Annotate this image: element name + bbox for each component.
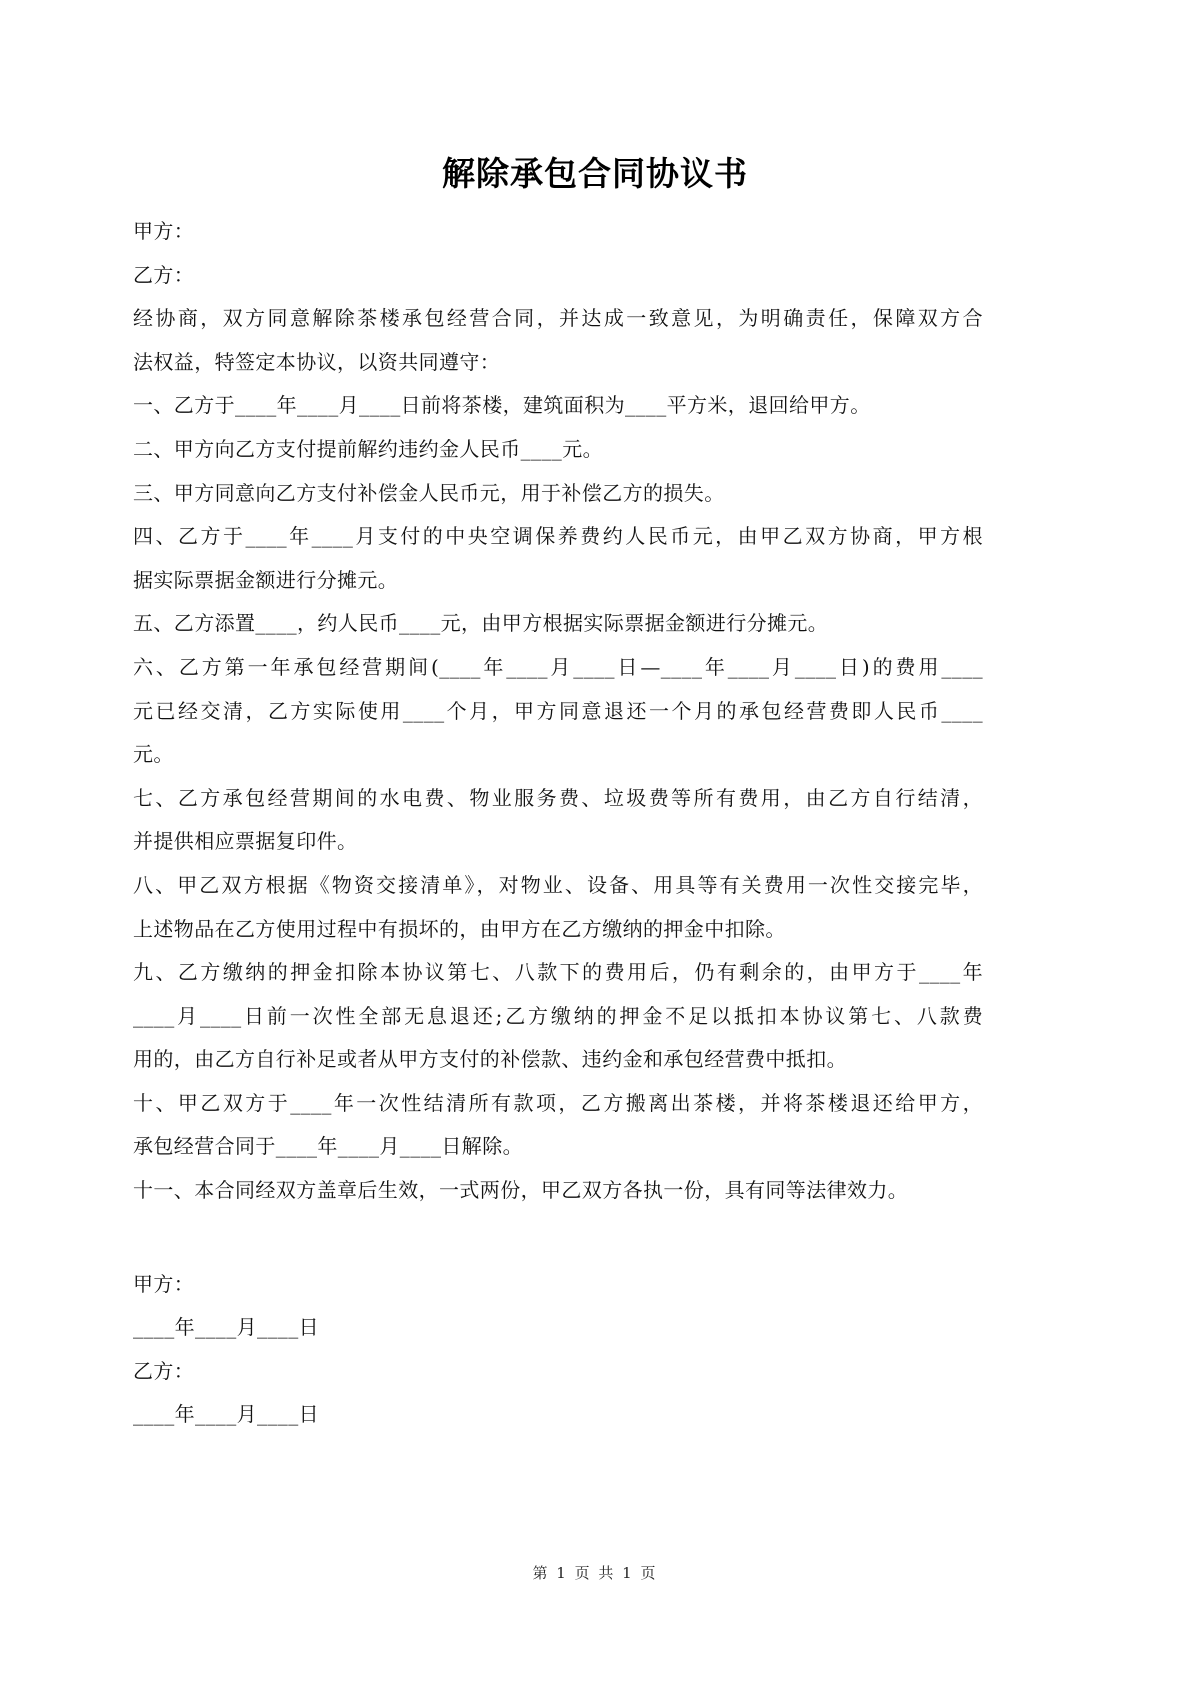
clause-3: 三、甲方同意向乙方支付补偿金人民币元，用于补偿乙方的损失。 <box>133 480 725 505</box>
clause-9-line-2: ____月____日前一次性全部无息退还;乙方缴纳的押金不足以抵扣本协议第七、八款费 <box>133 1003 983 1028</box>
party-b-label: 乙方： <box>133 262 195 287</box>
clause-7-line-2: 并提供相应票据复印件。 <box>133 829 358 854</box>
signature-party-a-date: ____年____月____日 <box>133 1315 319 1340</box>
clause-11: 十一、本合同经双方盖章后生效，一式两份，甲乙双方各执一份，具有同等法律效力。 <box>133 1178 909 1203</box>
clause-6-line-2: 元已经交清，乙方实际使用____个月，甲方同意退还一个月的承包经营费即人民币____ <box>133 698 983 723</box>
document-title: 解除承包合同协议书 <box>442 154 748 193</box>
clause-2: 二、甲方向乙方支付提前解约违约金人民币____元。 <box>133 436 603 461</box>
preamble-line-1: 经协商，双方同意解除茶楼承包经营合同，并达成一致意见，为明确责任，保障双方合 <box>133 306 983 331</box>
clause-6-line-1: 六、乙方第一年承包经营期间(____年____月____日—____年____月____日)的费用____ <box>133 654 983 679</box>
signature-party-b-date: ____年____月____日 <box>133 1402 319 1427</box>
signature-party-a-label: 甲方： <box>133 1271 195 1296</box>
preamble-line-2: 法权益，特签定本协议，以资共同遵守： <box>133 349 501 374</box>
clause-5: 五、乙方添置____，约人民币____元，由甲方根据实际票据金额进行分摊元。 <box>133 611 829 636</box>
clause-4-line-2: 据实际票据金额进行分摊元。 <box>133 567 399 592</box>
clause-10-line-2: 承包经营合同于____年____月____日解除。 <box>133 1134 523 1159</box>
clause-8-line-1: 八、甲乙双方根据《物资交接清单》，对物业、设备、用具等有关费用一次性交接完毕， <box>133 872 983 897</box>
clause-1: 一、乙方于____年____月____日前将茶楼，建筑面积为____平方米，退回给甲方。 <box>133 393 871 418</box>
signature-spacer <box>133 1213 983 1263</box>
clause-7-line-1: 七、乙方承包经营期间的水电费、物业服务费、垃圾费等所有费用，由乙方自行结清， <box>133 785 983 810</box>
party-a-label: 甲方： <box>133 219 195 243</box>
clause-6-line-3: 元。 <box>133 742 174 767</box>
clause-4-line-1: 四、乙方于____年____月支付的中央空调保养费约人民币元，由甲乙双方协商，甲方根 <box>133 524 983 549</box>
clause-8-line-2: 上述物品在乙方使用过程中有损坏的，由甲方在乙方缴纳的押金中扣除。 <box>133 916 786 941</box>
clause-9-line-3: 用的，由乙方自行补足或者从甲方支付的补偿款、违约金和承包经营费中抵扣。 <box>133 1047 847 1072</box>
document-body <box>133 210 983 1437</box>
clause-10-line-1: 十、甲乙双方于____年一次性结清所有款项，乙方搬离出茶楼，并将茶楼退还给甲方， <box>133 1090 983 1115</box>
page-indicator: 第 1 页 共 1 页 <box>532 1564 658 1582</box>
signature-party-b-label: 乙方： <box>133 1358 195 1383</box>
clause-9-line-1: 九、乙方缴纳的押金扣除本协议第七、八款下的费用后，仍有剩余的，由甲方于____年 <box>133 960 983 985</box>
